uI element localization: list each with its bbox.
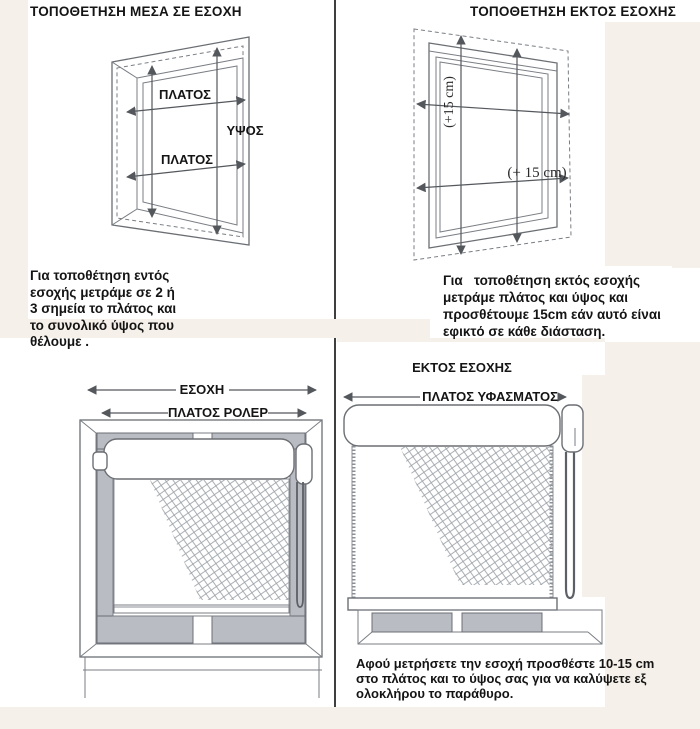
right-bracket [296,444,312,484]
paragraph-line: Για τοποθέτηση εντός [30,268,170,283]
paragraph-line: θέλουμε . [30,334,90,349]
chain [566,452,574,598]
roller-in-recess-diagram [55,372,340,707]
height-label: ΥΨΟΣ [226,123,264,138]
inside-recess-instructions [30,268,176,351]
window-outside-recess-diagram [395,22,635,272]
right-margin-strip-bottom [605,342,700,707]
paragraph-line: 3 σημεία το πλάτος και [30,301,177,316]
paragraph-line: εφικτό σε κάθε διάσταση. [443,324,606,339]
outside-recess-heading: ΕΚΤΟΣ ΕΣΟΧΗΣ [412,360,512,375]
right-bracket [562,405,583,452]
width-label-bottom: ΠΛΑΤΟΣ [161,152,213,167]
paragraph-line: προσθέτουμε 15cm εάν αυτό είναι [443,307,661,322]
title-inside-recess: ΤΟΠΟΘΕΤΗΣΗ ΜΕΣΑ ΣΕ ΕΣΟΧΗ [30,4,242,19]
paragraph-line: μετράμε πλάτος και ύψος και [443,290,628,305]
bottom-band [0,707,700,729]
left-bracket [93,452,107,470]
width-label-top: ΠΛΑΤΟΣ [159,87,211,102]
paragraph-line: εσοχής μετράμε σε 2 ή [30,284,175,300]
left-margin-strip [0,0,28,337]
measure-recess-instructions [356,656,696,702]
paragraph-line: Αφού μετρήσετε την εσοχή προσθέστε 10-15 cm [356,656,655,671]
roller-width-label: ΠΛΑΤΟΣ ΡΟΛΕΡ [167,405,269,420]
paragraph-line: το συνολικό ύψος που [30,317,174,333]
width-add-label: (+ 15 cm) [507,165,567,181]
paragraph-line: Για τοποθέτηση εκτός εσοχής [443,273,641,288]
paragraph-line: ολοκλήρου το παράθυρο. [356,686,514,702]
recess-label: ΕΣΟΧΗ [179,382,225,397]
window-inside-recess-diagram [70,25,335,270]
outside-recess-instructions [443,272,661,340]
fabric-width-label: ΠΛΑΤΟΣ ΥΦΑΣΜΑΤΟΣ [422,389,558,404]
paragraph-line: στο πλάτος και το ύψος σας για να καλύψετε εξ [356,671,647,687]
roller-tube [344,405,560,446]
title-outside-recess: ΤΟΠΟΘΕΤΗΣΗ ΕΚΤΟΣ ΕΣΟΧΗΣ [470,4,677,19]
height-add-label: (+15 cm) [442,76,457,128]
bottom-bar [348,598,557,610]
roller-tube [104,439,294,479]
roller-outside-recess-diagram [335,355,605,655]
